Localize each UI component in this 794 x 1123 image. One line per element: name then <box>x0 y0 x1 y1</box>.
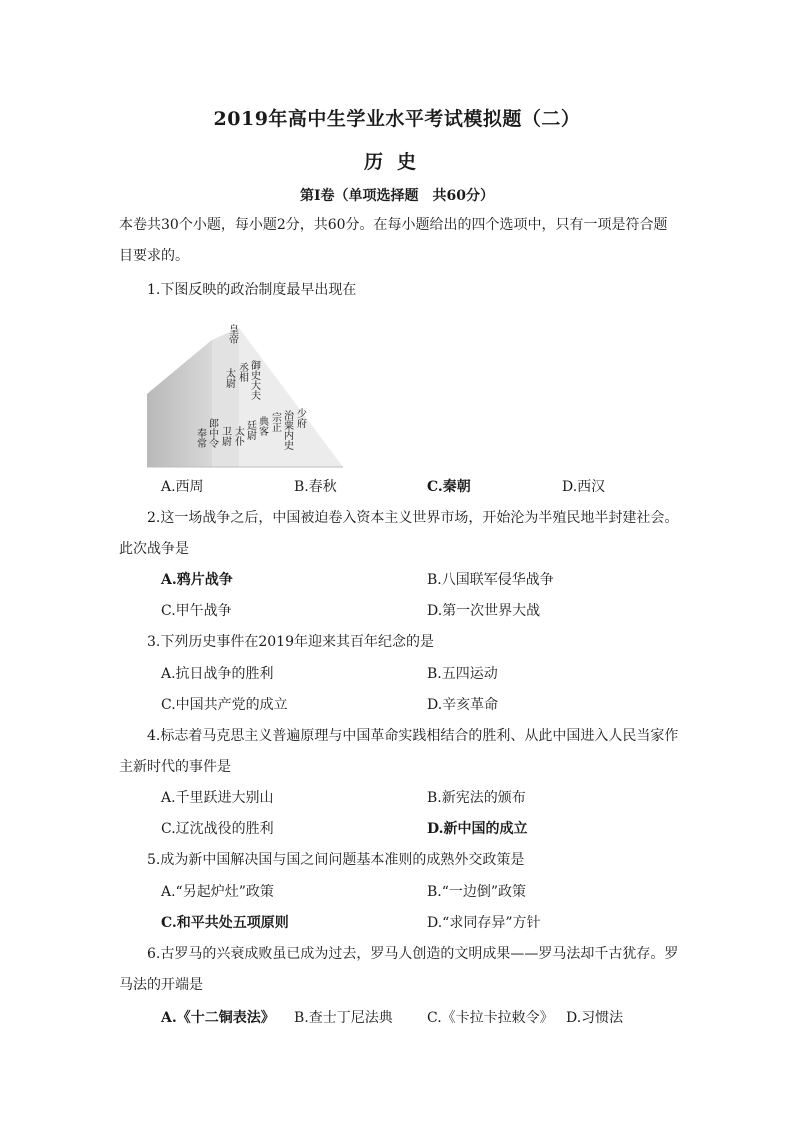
instructions-line-2: 目要求的。 <box>119 248 189 264</box>
q4-option-c[interactable]: C.辽沈战役的胜利 <box>161 821 274 837</box>
question-3-stem: 3.下列历史事件在2019年迎来其百年纪念的是 <box>147 634 434 650</box>
question-2-stem-line-1: 2.这一场战争之后，中国被迫卷入资本主义世界市场，开始沦为半殖民地半封建社会。 <box>147 510 679 526</box>
q6-option-a[interactable]: A.《十二铜表法》 <box>161 1010 275 1026</box>
q5-option-b[interactable]: B.“一边倒”政策 <box>427 884 527 900</box>
label-minister-2: 郎中令 <box>209 419 219 450</box>
pyramid-image <box>147 322 347 470</box>
question-4-stem-line-1: 4.标志着马克思主义普遍原理与中国革命实践相结合的胜利、从此中国进入人民当家作 <box>147 728 679 744</box>
q2-option-b[interactable]: B.八国联军侵华战争 <box>427 572 554 588</box>
q3-option-a[interactable]: A.抗日战争的胜利 <box>161 666 274 682</box>
q2-option-a[interactable]: A.鸦片战争 <box>161 572 233 588</box>
label-taiwei: 太尉 <box>226 369 236 390</box>
question-4-stem-line-2: 主新时代的事件是 <box>119 759 231 775</box>
label-minister-9: 少府 <box>297 409 307 430</box>
label-emperor: 皇帝 <box>229 325 239 346</box>
q6-option-b[interactable]: B.查士丁尼法典 <box>294 1010 393 1026</box>
q1-option-c[interactable]: C.秦朝 <box>427 479 471 495</box>
label-minister-4: 太仆 <box>235 427 245 448</box>
q1-option-b[interactable]: B.春秋 <box>294 479 337 495</box>
label-minister-7: 宗正 <box>272 413 282 434</box>
q5-option-d[interactable]: D.“求同存异”方针 <box>427 915 541 931</box>
q4-option-a[interactable]: A.千里跃进大别山 <box>161 790 274 806</box>
question-6-stem-line-1: 6.古罗马的兴衰成败虽已成为过去，罗马人创造的文明成果——罗马法却千古犹存。罗 <box>147 946 679 962</box>
section-heading: 第Ⅰ卷（单项选择题 共60分） <box>299 188 495 204</box>
q1-option-d[interactable]: D.西汉 <box>562 479 606 495</box>
label-minister-3: 卫尉 <box>222 427 232 448</box>
label-minister-5: 廷尉 <box>247 421 257 442</box>
q3-option-c[interactable]: C.中国共产党的成立 <box>161 697 288 713</box>
q5-option-c[interactable]: C.和平共处五项原则 <box>161 915 289 931</box>
label-chancellor: 丞相 <box>239 363 249 384</box>
q2-option-d[interactable]: D.第一次世界大战 <box>427 603 541 619</box>
q2-option-c[interactable]: C.甲午战争 <box>161 603 232 619</box>
label-minister-8: 治粟内史 <box>284 411 294 452</box>
q4-option-b[interactable]: B.新宪法的颁布 <box>427 790 526 806</box>
question-2-stem-line-2: 此次战争是 <box>119 541 189 557</box>
subject-heading: 历史 <box>363 151 430 173</box>
government-structure-figure <box>147 322 347 470</box>
label-censor: 御史大夫 <box>251 361 261 402</box>
q3-option-d[interactable]: D.辛亥革命 <box>427 697 499 713</box>
question-5-stem: 5.成为新中国解决国与国之间问题基本准则的成熟外交政策是 <box>147 852 525 868</box>
question-1-stem: 1.下图反映的政治制度最早出现在 <box>147 282 357 298</box>
exam-title: 2019年高中生学业水平考试模拟题（二） <box>213 108 581 130</box>
q1-option-a[interactable]: A.西周 <box>161 479 204 495</box>
q6-option-d[interactable]: D.习惯法 <box>566 1010 624 1026</box>
q4-option-d[interactable]: D.新中国的成立 <box>427 821 528 837</box>
label-minister-1: 奉常 <box>197 429 207 450</box>
q6-option-c[interactable]: C.《卡拉卡拉敕令》 <box>427 1010 554 1026</box>
label-minister-6: 典客 <box>259 417 269 438</box>
q5-option-a[interactable]: A.“另起炉灶”政策 <box>161 884 274 900</box>
q3-option-b[interactable]: B.五四运动 <box>427 666 498 682</box>
question-6-stem-line-2: 马法的开端是 <box>119 977 203 993</box>
instructions-line-1: 本卷共30个小题，每小题2分，共60分。在每小题给出的四个选项中，只有一项是符合题 <box>119 217 668 233</box>
